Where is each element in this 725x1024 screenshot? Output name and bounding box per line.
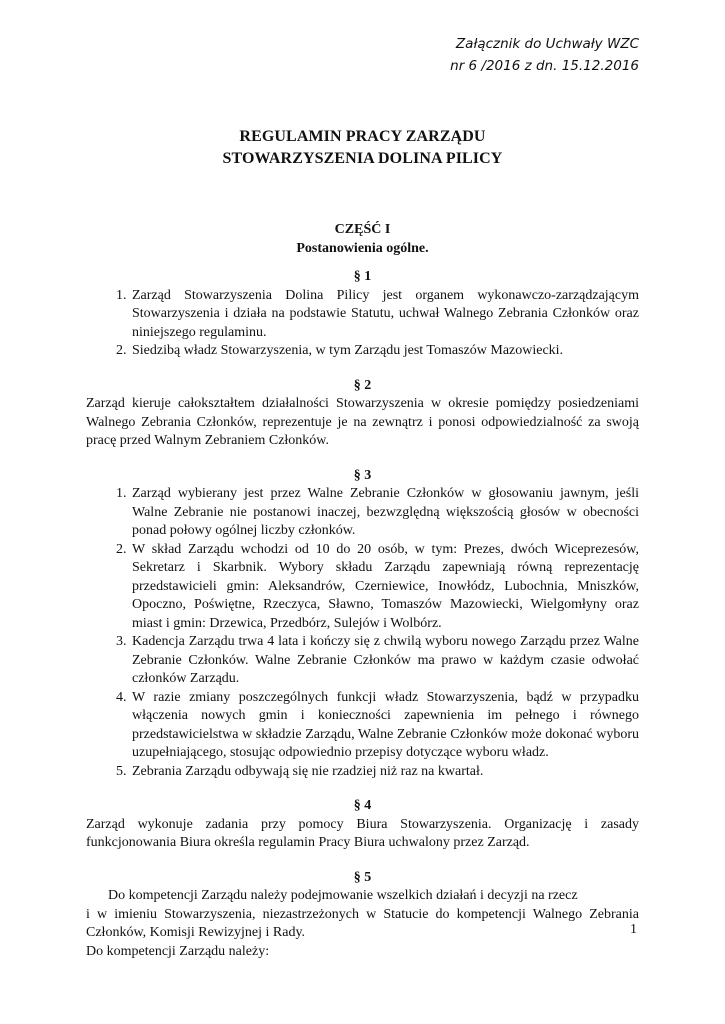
list-item: 5. Zebrania Zarządu odbywają się nie rzadziej niż raz na kwartał. bbox=[130, 763, 639, 782]
page-number: 1 bbox=[630, 922, 637, 937]
attachment-note bbox=[450, 33, 639, 77]
document-title-line1: REGULAMIN PRACY ZARZĄDU bbox=[239, 128, 486, 145]
section-5-line1: Do kompetencji Zarządu należy podejmowanie wszelkich działań i decyzji na rzecz bbox=[108, 888, 578, 903]
section-1-list bbox=[86, 287, 639, 361]
section-1 bbox=[86, 268, 639, 361]
section-2-title: § 2 bbox=[353, 377, 372, 393]
section-1-title: § 1 bbox=[353, 269, 372, 284]
section-5-line3: Do kompetencji Zarządu należy: bbox=[86, 943, 270, 959]
section-3-list bbox=[86, 485, 639, 781]
document-body bbox=[86, 268, 639, 961]
part-number: CZĘŚĆ I bbox=[334, 222, 391, 237]
attachment-note-line2: nr 6 /2016 z dn. 15.12.2016 bbox=[450, 58, 639, 74]
section-2 bbox=[86, 377, 639, 451]
section-2-text: Zarząd kieruje całokształtem działalności Stowarzyszenia w okresie pomiędzy posiedzeniami Walnego Zebrania Członków, reprezentuje je na zewnątrz i ponosi odpowiedzialność za swoją pracę przed Walnym Zebraniem Członków. bbox=[86, 396, 639, 448]
section-5 bbox=[86, 869, 639, 962]
section-5-line2: i w imieniu Stowarzyszenia, niezastrzeżonych w Statucie do kompetencji Walnego Zebrania Członków, Komisji Rewizyjnej i Rady. bbox=[86, 906, 639, 940]
part-name: Postanowienia ogólne. bbox=[296, 241, 429, 256]
list-item: 2. Siedzibą władz Stowarzyszenia, w tym Zarządu jest Tomaszów Mazowiecki. bbox=[130, 342, 639, 361]
document-title bbox=[0, 126, 725, 170]
list-item: 2. W skład Zarządu wchodzi od 10 do 20 osób, w tym: Prezes, dwóch Wiceprezesów, Sekretarz i Skarbnik. Wybory składu Zarządu zapewniają równą reprezentację przedstawicieli gmin: Aleksandrów, Czerniewice, Inowłódz, Lubochnia, Mniszków, Opoczno, Poświętne, Rzeczyca, Sławno, Tomaszów Mazowiecki, Wielgomłyny oraz miast i gmin: Drzewica, Przedbórz, Sulejów i Wolbórz. bbox=[130, 541, 639, 634]
document-title-line2: STOWARZYSZENIA DOLINA PILICY bbox=[222, 150, 503, 167]
section-3 bbox=[86, 467, 639, 782]
section-4-title: § 4 bbox=[353, 798, 372, 813]
list-item: 1. Zarząd Stowarzyszenia Dolina Pilicy jest organem wykonawczo-zarządzającym Stowarzyszenia i działa na podstawie Statutu, uchwał Walnego Zebrania Członków oraz niniejszego regulaminu. bbox=[130, 287, 639, 343]
section-5-title: § 5 bbox=[353, 869, 372, 885]
list-item: 1. Zarząd wybierany jest przez Walne Zebranie Członków w głosowaniu jawnym, jeśli Walne Zebranie nie postanowi inaczej, bezwzględną większością głosów w obecności ponad połowy ogólnej liczby członków. bbox=[130, 485, 639, 541]
section-4-text: Zarząd wykonuje zadania przy pomocy Biura Stowarzyszenia. Organizację i zasady funkcjonowania Biura określa regulamin Pracy Biura uchwalony przez Zarząd. bbox=[86, 816, 639, 850]
section-3-title: § 3 bbox=[353, 467, 372, 483]
section-4 bbox=[86, 797, 639, 853]
list-item: 4. W razie zmiany poszczególnych funkcji władz Stowarzyszenia, bądź w przypadku włączenia nowych gmin i konieczności zapewnienia im pełnego i równego przedstawicielstwa w składzie Zarządu, Walne Zebranie Członków może dokonać wyboru uzupełniającego, stosując odpowiednio przepisy dotyczące wyboru władz. bbox=[130, 689, 639, 763]
attachment-note-line1: Załącznik do Uchwały WZC bbox=[455, 36, 639, 52]
list-item: 3. Kadencja Zarządu trwa 4 lata i kończy się z chwilą wyboru nowego Zarządu przez Walne Zebranie Członków. Walne Zebranie Członków ma prawo w każdym czasie odwołać członków Zarządu. bbox=[130, 633, 639, 689]
part-heading bbox=[0, 220, 725, 258]
